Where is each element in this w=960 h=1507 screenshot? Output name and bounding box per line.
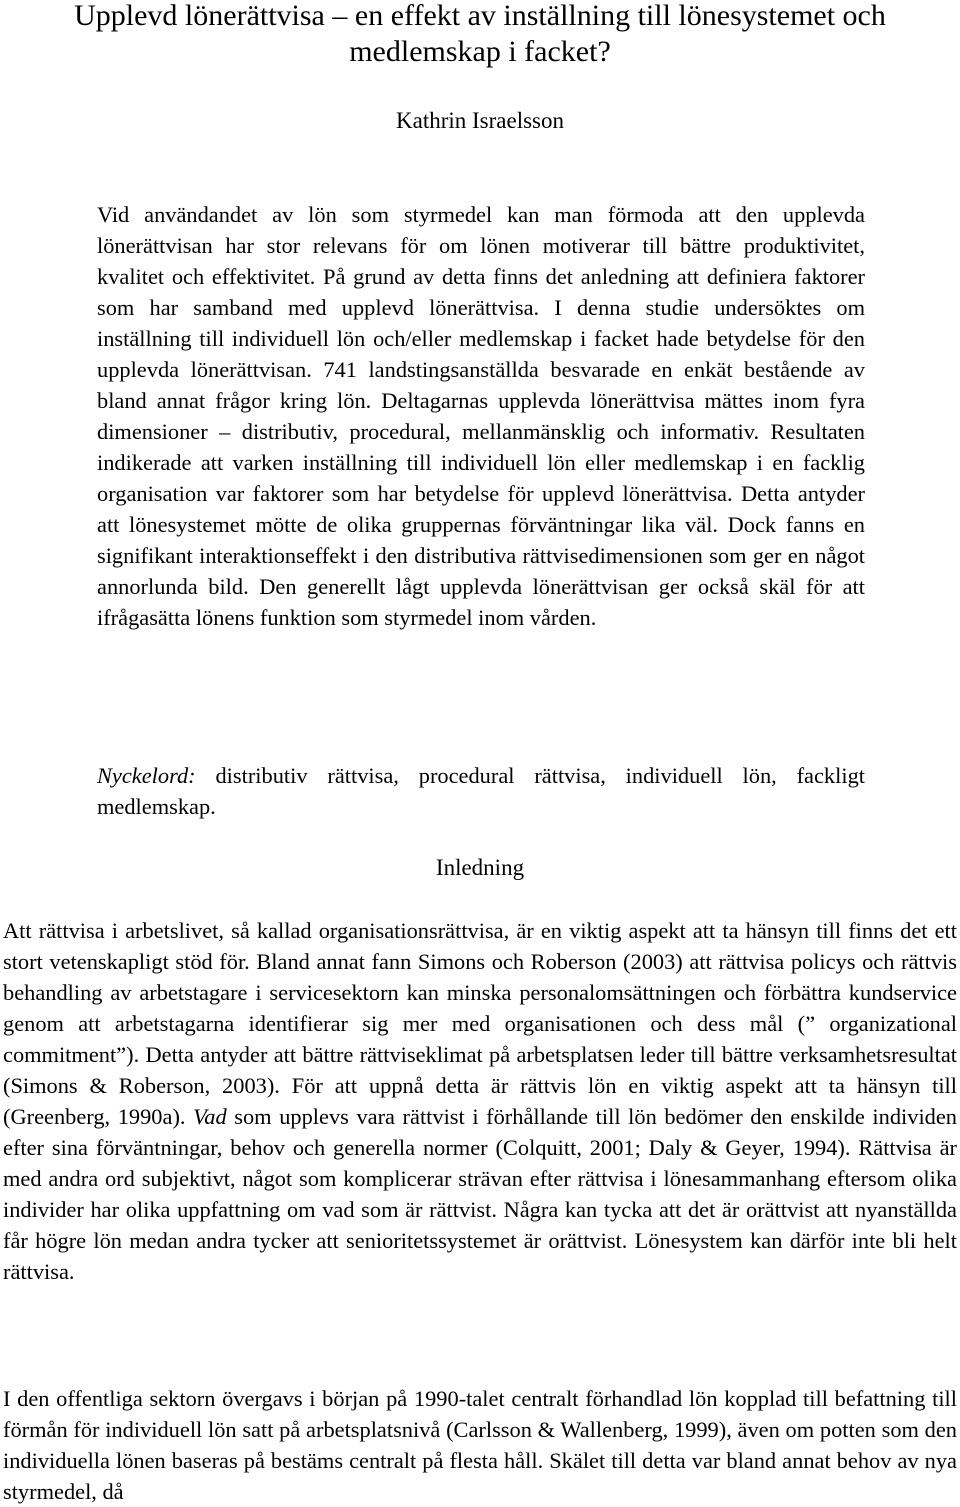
- body-paragraph-2: I den offentliga sektorn övergavs i början på 1990-talet centralt förhandlad lön kopplad till befattning till förmån för individuell lön satt på arbetsplatsnivå (Carlsson & Wallenberg, 1999), även om potten som den individuella lönen baseras på bestäms centralt på flesta håll. Skälet till detta var bland annat behov av nya styrmedel, då: [3, 1386, 957, 1504]
- author-name: Kathrin Israelsson: [396, 108, 564, 133]
- section-heading-inledning: Inledning: [435, 855, 525, 880]
- abstract-paragraph: Vid användandet av lön som styrmedel kan man förmoda att den upplevda lönerättvisan har stor relevans för om lönen motiverar till bättre produktivitet, kvalitet och effektivitet. På grund av detta finns det anledning att definiera faktorer som har samband med upplevd lönerättvisa. I denna studie undersöktes om inställning till individuell lön och/eller medlemskap i facket hade betydelse för den upplevda lönerättvisan. 741 landstingsanställda besvarade en enkät bestående av bland annat frågor kring lön. Deltagarnas upplevda lönerättvisa mättes inom fyra dimensioner – distributiv, procedural, mellanmänsklig och informativ. Resultaten indikerade att varken inställning till individuell lön eller medlemskap i en facklig organisation var faktorer som har betydelse för upplevd lönerättvisa. Detta antyder att lönesystemet mötte de olika gruppernas förväntningar lika väl. Dock fanns en signifikant interaktionseffekt i den distributiva rättvisedimensionen som ger en något annorlunda bild. Den generellt lågt upplevda lönerättvisan ger också skäl för att ifrågasätta lönens funktion som styrmedel inom vården.: [97, 202, 865, 630]
- keywords-label: Nyckelord:: [97, 763, 196, 788]
- paper-title: Upplevd lönerättvisa – en effekt av inställning till lönesystemet och medlemskap i facket?: [74, 0, 886, 68]
- body-paragraph-1: [3, 915, 957, 1287]
- paragraph-1-part-1: Att rättvisa i arbetslivet, så kallad organisationsrättvisa, är en viktig aspekt att ta hänsyn till finns det ett stort vetenskapligt stöd för. Bland annat fann Simons och Roberson (2003) att rättvisa policys och rättvis behandling av arbetstagare i servicesektorn kan minska personalomsättningen och förbättra kundservice genom att arbetstagarna identifierar sig mer med organisationen och dess mål (” organizational commitment”). Detta antyder att bättre rättviseklimat på arbetsplatsen leder till bättre verksamhetsresultat (Simons & Roberson, 2003). För att uppnå detta är rättvis lön en viktig aspekt att ta hänsyn till (Greenberg, 1990a).: [3, 918, 957, 1129]
- paragraph-1-italic-word: Vad: [193, 1104, 227, 1129]
- keywords-text: distributiv rättvisa, procedural rättvisa, individuell lön, fackligt medlemskap.: [97, 763, 865, 819]
- paragraph-1-part-2: som upplevs vara rättvist i förhållande till lön bedömer den enskilde individen efter sina förväntningar, behov och generella normer (Colquitt, 2001; Daly & Geyer, 1994). Rättvisa är med andra ord subjektivt, något som komplicerar strävan efter rättvisa i lönesammanhang eftersom olika individer har olika uppfattning om vad som är rättvist. Några kan tycka att det är orättvist att nyanställda får högre lön medan andra tycker att senioritetssystemet är orättvist. Lönesystem kan därför inte bli helt rättvisa.: [3, 1104, 957, 1284]
- keywords-paragraph: [97, 760, 865, 822]
